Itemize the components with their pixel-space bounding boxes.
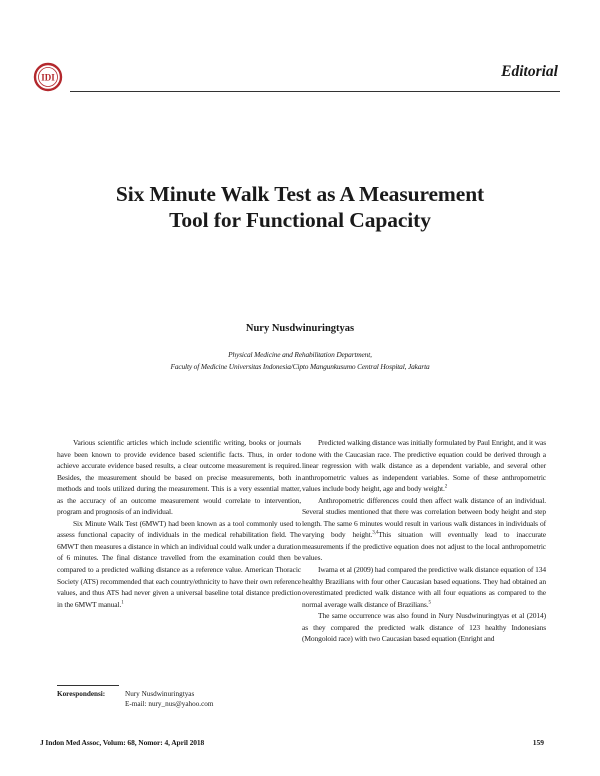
paragraph: Predicted walking distance was initially formulated by Paul Enright, and it was done with the Caucasian race. The predictive equation could be derived through a linear regression with walk distance as a dependent variable, and several other anthropometric values as independent variables. Some of these anthropometric values include body height, age and body weight.$^2$ (302, 438, 546, 494)
title-line-1: Six Minute Walk Test as A Measurement (115, 182, 485, 206)
header-rule (70, 91, 560, 92)
body-column-left (57, 437, 301, 610)
author-name: Nury Nusdwinuringtyas (245, 323, 355, 334)
footnote-rule (57, 685, 119, 686)
affiliation-line-2: Faculty of Medicine Universitas Indonesia/Cipto Mangunkusumo Central Hospital, Jakarta (170, 362, 430, 371)
paragraph: Anthropometric differences could then affect walk distance of an individual. Several studies mentioned that there was correlation between body height and step length. The same 6 minutes would result in various walk distances in individuals of varying body height.$^{3,4}$This situation will eventually lead to inaccurate measurements if the predictive equation does not adjust to the local anthropometric values. (302, 495, 546, 563)
title-line-2: Tool for Functional Capacity (169, 208, 431, 232)
svg-text:IDI: IDI (41, 72, 55, 83)
paragraph: Six Minute Walk Test (6MWT) had been known as a tool commonly used to assess functional capacity of individuals in the medical rehabilitation field. The 6MWT then measures a distance in which an individual could walk under a duration of 6 minutes. The final distance travelled from the examination could then be compared to a predicted walking distance as a reference value. American Thoracic Society (ATS) recommended that each country/ethnicity to have their own reference values, and thus ATS had never given a universal baseline total distance prediction in the 6MWT manual.$^1$ (57, 518, 301, 609)
article-title (40, 181, 560, 233)
paragraph: The same occurrence was also found in Nury Nusdwinuringtyas et al (2014) as they compared the predicted walk distance of 123 healthy Indonesians (Mongoloid race) with two Caucasian based equation (Enright and (302, 611, 546, 644)
correspondence-name: Nury Nusdwinuringtyas (125, 690, 195, 698)
reference-marker: 5 (428, 600, 431, 606)
reference-marker: 1 (121, 600, 124, 606)
section-label: Editorial (501, 63, 558, 80)
reference-marker: 2 (444, 484, 448, 490)
reference-marker: 3,4 (372, 530, 379, 536)
page-number: 159 (532, 738, 544, 747)
paragraph: Iwama et al (2009) had compared the predictive walk distance equation of 134 healthy Brazilians with four other Caucasian based equations. They had obtained an overestimated predicted walk distance with all four equations as compared to the normal average walk distance of Brazilians.$^5$ (302, 565, 546, 609)
footer-journal-citation: J Indon Med Assoc, Volum: 68, Nomor: 4, April 2018 (40, 738, 205, 747)
correspondence-email: E-mail: nury_nus@yahoo.com (125, 700, 214, 708)
affiliation-line-1: Physical Medicine and Rehabilitation Department, (228, 350, 372, 359)
journal-logo-icon (33, 62, 63, 92)
correspondence-label: Korespondensi: (57, 690, 106, 698)
body-column-right (302, 437, 546, 645)
paragraph: Various scientific articles which include scientific writing, books or journals have been known to provide evidence based scientific facts. Thus, in order to achieve accurate evidence based results, a clear outcome measurement is required. Besides, the measurement should be based on precise measurements, both in methods and tools utilized during the measurement. This is a very essential matter, as the accuracy of an outcome measurement would correlate to intervention, program and prognosis of an individual. (57, 438, 301, 517)
